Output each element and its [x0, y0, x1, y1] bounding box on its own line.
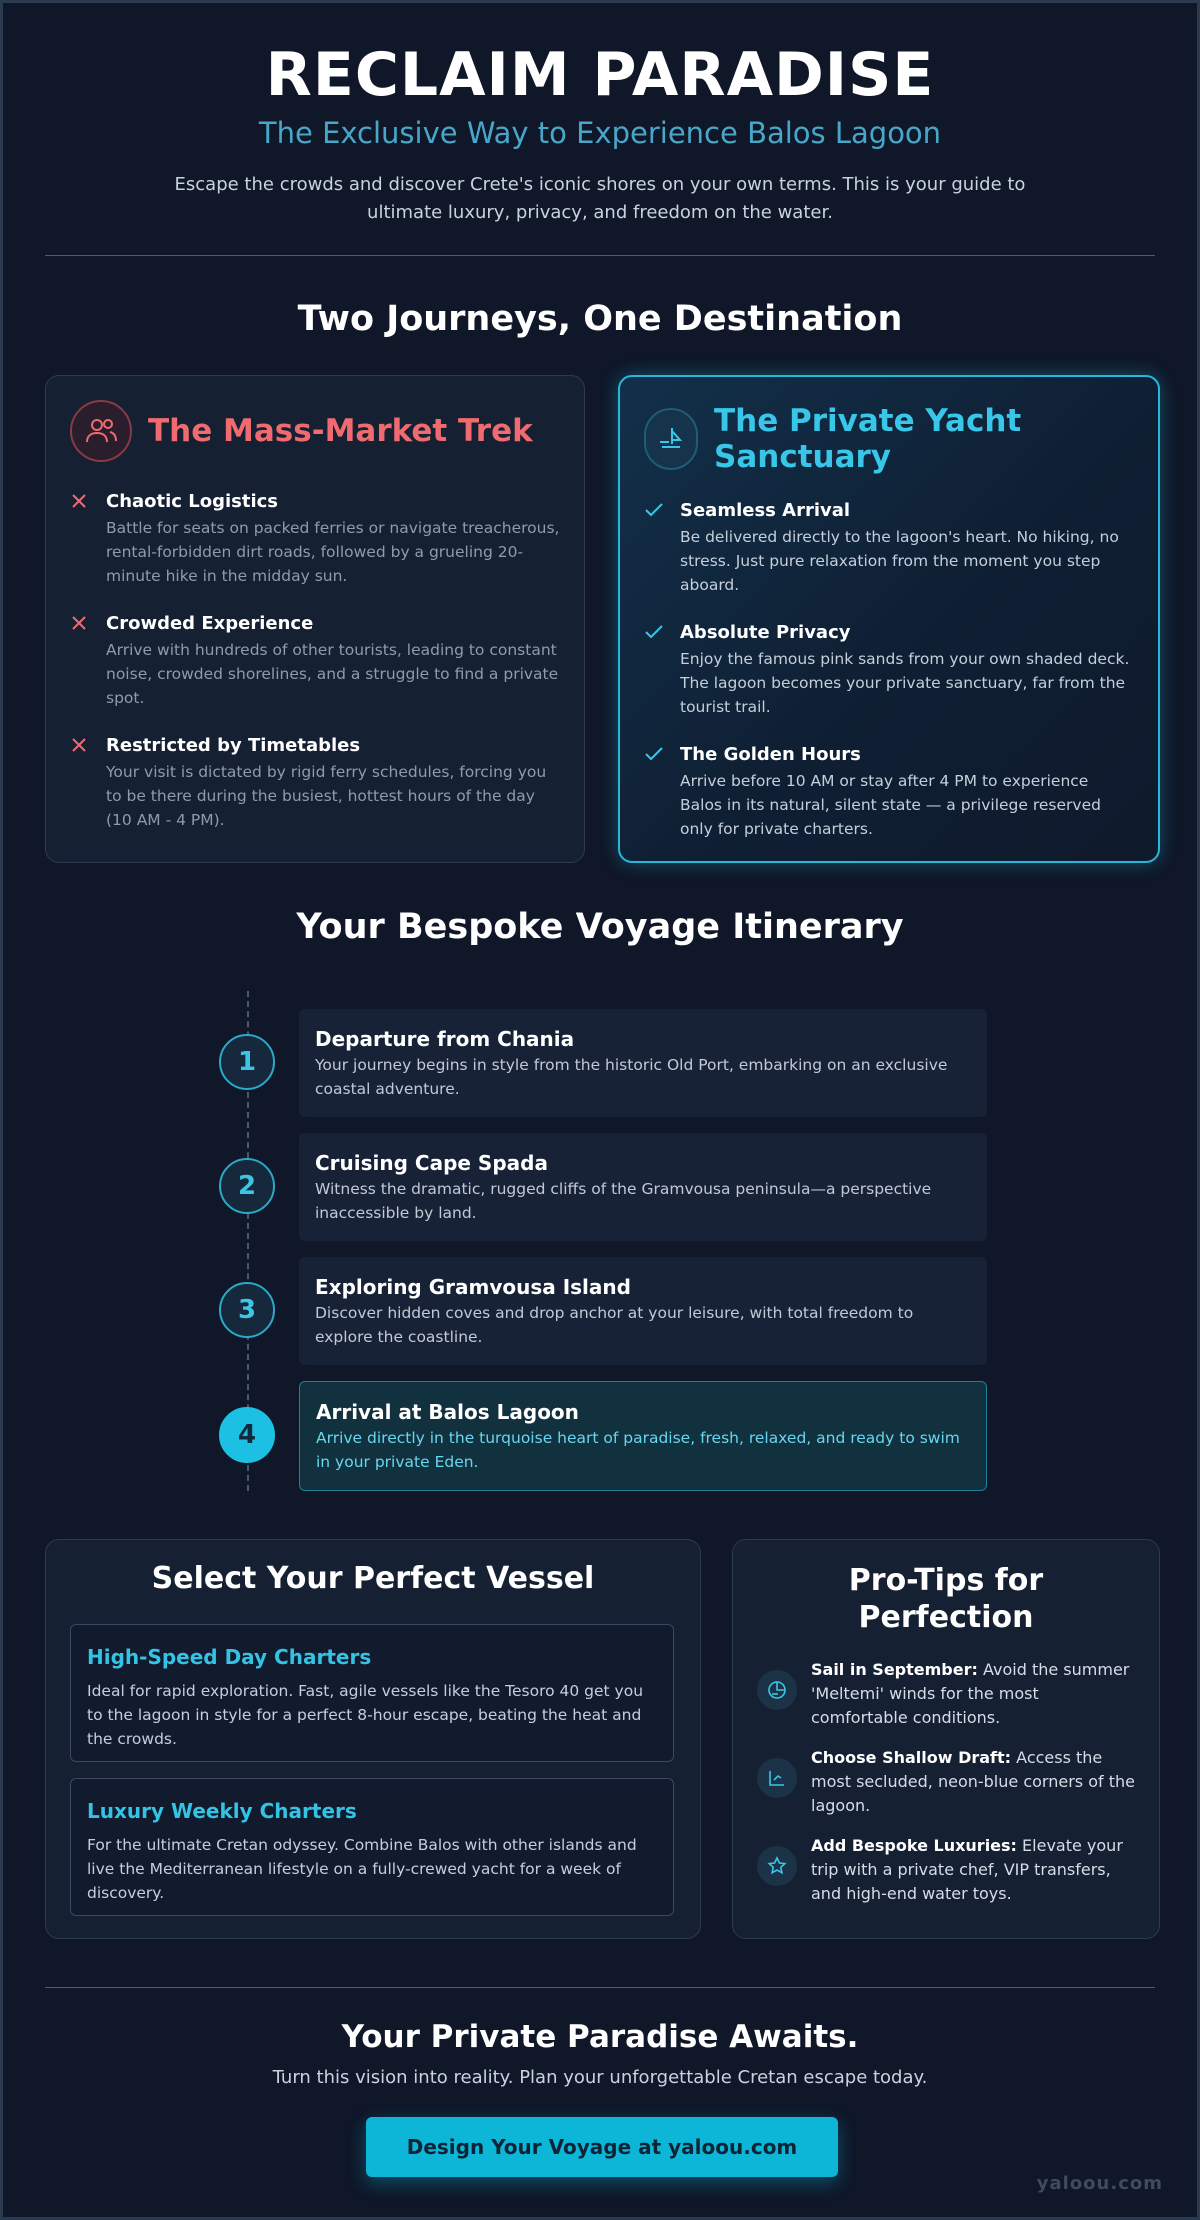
list-item [644, 621, 1134, 719]
vessel-name: Luxury Weekly Charters [87, 1799, 357, 1823]
intro-text: Escape the crowds and discover Crete's iconic shores on your own terms. This is your guide to ultimate luxury, privacy, and freedom on the water. [174, 174, 1026, 223]
tip-body: Elevate your trip with a private chef, VIP transfers, and high-end water toys. [811, 1836, 1123, 1903]
list-item [644, 499, 1134, 597]
step-title: Exploring Gramvousa Island [315, 1275, 631, 1299]
tip-text [811, 1834, 1137, 1906]
vessel-option [70, 1778, 674, 1916]
tip-label: Add Bespoke Luxuries: [811, 1836, 1017, 1855]
vessel-description: For the ultimate Cretan odyssey. Combine Balos with other islands and live the Mediterranean lifestyle on a fully-crewed yacht for a week of discovery. [87, 1836, 637, 1902]
step-description: Discover hidden coves and drop anchor at your leisure, with total freedom to explore the coastline. [315, 1304, 914, 1346]
vessel-panel-title: Select Your Perfect Vessel [151, 1561, 595, 1596]
check-icon [644, 743, 680, 841]
yacht-card-title: The Private Yacht Sanctuary [714, 403, 1022, 475]
tip-body: Access the most secluded, neon-blue corners of the lagoon. [811, 1748, 1135, 1815]
cta-title: Your Private Paradise Awaits. [341, 2019, 859, 2055]
item-description: Arrive with hundreds of other tourists, leading to constant noise, crowded shorelines, and a struggle to find a private spot. [106, 641, 559, 707]
item-title: Crowded Experience [106, 613, 314, 634]
list-item [70, 734, 560, 832]
tip-body: Avoid the summer 'Meltemi' winds for the most comfortable conditions. [811, 1660, 1130, 1727]
mass-card-header [70, 400, 533, 462]
item-description: Be delivered directly to the lagoon's heart. No hiking, no stress. Just pure relaxation from the moment you step aboard. [680, 528, 1119, 594]
tip-item [757, 1834, 1137, 1906]
mass-card-title: The Mass-Market Trek [148, 413, 533, 449]
step-description: Witness the dramatic, rugged cliffs of the Gramvousa peninsula—a perspective inaccessible by land. [315, 1180, 932, 1222]
sailboat-icon [644, 408, 698, 470]
item-description: Your visit is dictated by rigid ferry schedules, forcing you to be there during the busiest, hottest hours of the day (10 AM - 4 PM). [106, 763, 547, 829]
vessel-option [70, 1624, 674, 1762]
page-subtitle: The Exclusive Way to Experience Balos Lagoon [258, 116, 942, 150]
yacht-items [644, 499, 1134, 865]
watermark: yaloou.com [1036, 2173, 1163, 2194]
itinerary-step [299, 1009, 987, 1117]
item-description: Enjoy the famous pink sands from your own shaded deck. The lagoon becomes your private sanctuary, far from the tourist trail. [680, 650, 1130, 716]
people-icon [70, 400, 132, 462]
step-number-active: 4 [219, 1407, 275, 1463]
tip-label: Sail in September: [811, 1660, 978, 1679]
item-title: Restricted by Timetables [106, 735, 361, 756]
item-title: Seamless Arrival [680, 500, 851, 521]
step-title: Departure from Chania [315, 1027, 575, 1051]
tips-panel-title: Pro-Tips for Perfection [848, 1563, 1044, 1635]
item-title: Absolute Privacy [680, 622, 851, 643]
step-number: 1 [219, 1034, 275, 1090]
tip-text [811, 1658, 1137, 1730]
step-number: 3 [219, 1282, 275, 1338]
divider [45, 255, 1155, 256]
cross-icon [70, 734, 106, 832]
step-description: Your journey begins in style from the historic Old Port, embarking on an exclusive coastal adventure. [315, 1056, 948, 1098]
cross-icon [70, 612, 106, 710]
depth-chart-icon [757, 1758, 797, 1798]
journeys-title: Two Journeys, One Destination [297, 299, 903, 339]
item-description: Arrive before 10 AM or stay after 4 PM to experience Balos in its natural, silent state — a privilege reserved only for private charters. [680, 772, 1101, 838]
step-title: Arrival at Balos Lagoon [316, 1400, 579, 1424]
mass-items [70, 490, 560, 856]
star-icon [757, 1846, 797, 1886]
check-icon [644, 499, 680, 597]
check-icon [644, 621, 680, 719]
tip-item [757, 1658, 1137, 1730]
wind-globe-icon [757, 1670, 797, 1710]
list-item [644, 743, 1134, 841]
vessel-description: Ideal for rapid exploration. Fast, agile vessels like the Tesoro 40 get you to the lagoon in style for a perfect 8-hour escape, beating the heat and the crowds. [87, 1682, 644, 1748]
tip-label: Choose Shallow Draft: [811, 1748, 1012, 1767]
vessel-panel [45, 1539, 701, 1939]
tip-item [757, 1746, 1137, 1818]
private-yacht-card [618, 375, 1160, 863]
page-title: RECLAIM PARADISE [265, 40, 935, 110]
tips-panel [732, 1539, 1160, 1939]
header [3, 3, 1197, 227]
step-number: 2 [219, 1158, 275, 1214]
step-description: Arrive directly in the turquoise heart of paradise, fresh, relaxed, and ready to swim in your private Eden. [316, 1429, 960, 1471]
item-title: The Golden Hours [680, 744, 861, 765]
yacht-card-header [644, 403, 1114, 475]
design-voyage-button[interactable]: Design Your Voyage at yaloou.com [366, 2117, 838, 2177]
vessel-name: High-Speed Day Charters [87, 1645, 372, 1669]
itinerary-step-highlight [299, 1381, 987, 1491]
step-title: Cruising Cape Spada [315, 1151, 548, 1175]
itinerary-title: Your Bespoke Voyage Itinerary [296, 907, 904, 947]
cta-subtitle: Turn this vision into reality. Plan your unforgettable Cretan escape today. [272, 2067, 928, 2088]
item-title: Chaotic Logistics [106, 491, 279, 512]
list-item [70, 490, 560, 588]
cross-icon [70, 490, 106, 588]
mass-market-card [45, 375, 585, 863]
item-description: Battle for seats on packed ferries or navigate treacherous, rental-forbidden dirt roads, followed by a grueling 20-minute hike in the midday sun. [106, 519, 560, 585]
divider [45, 1987, 1155, 1988]
tip-text [811, 1746, 1137, 1818]
itinerary-step [299, 1257, 987, 1365]
itinerary-step [299, 1133, 987, 1241]
list-item [70, 612, 560, 710]
